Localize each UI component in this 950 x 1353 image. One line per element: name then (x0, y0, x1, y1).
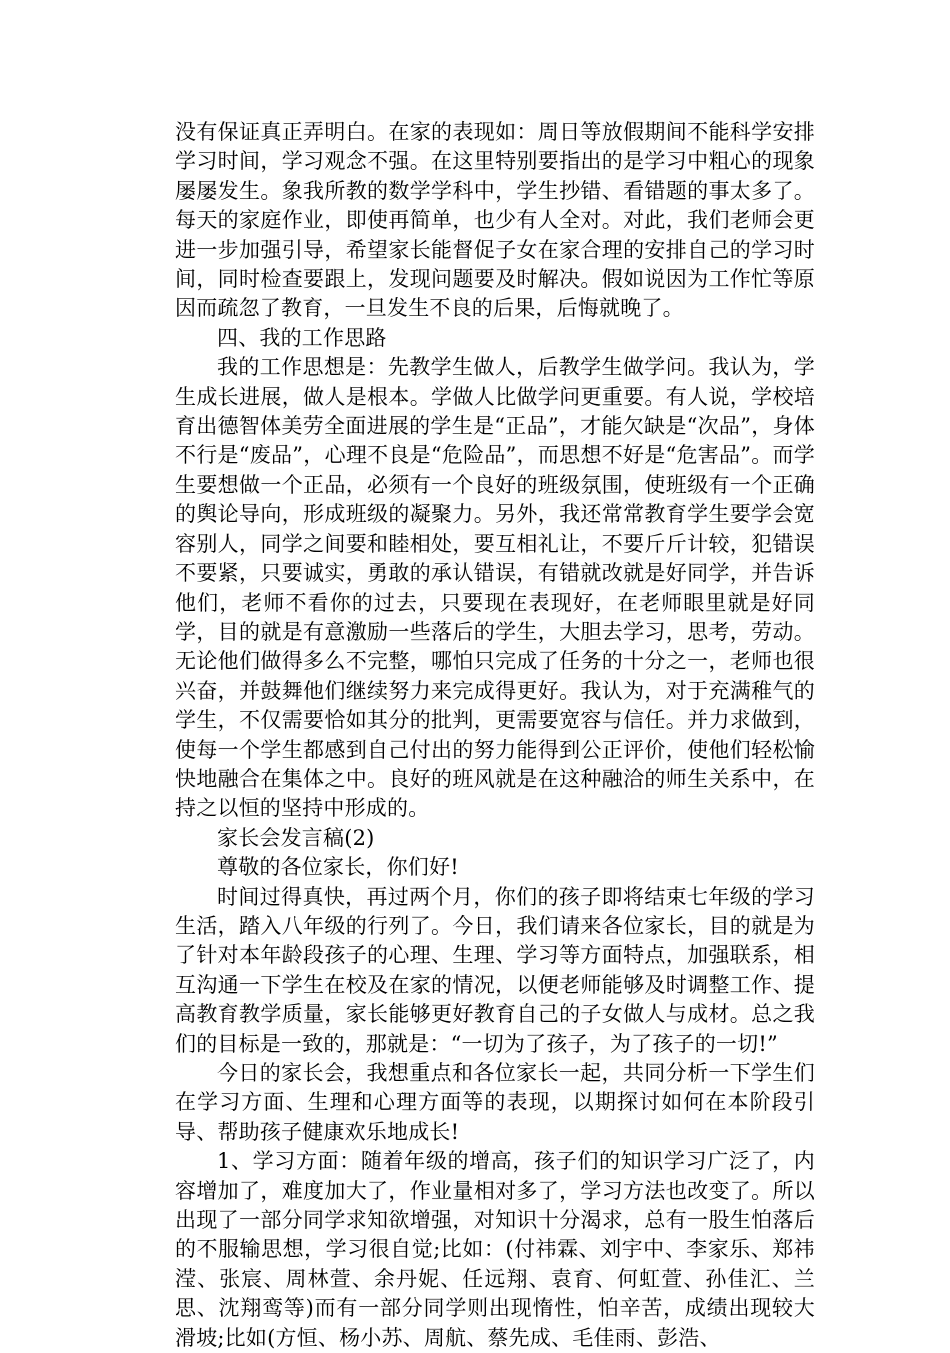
section-heading-work-approach: 四、我的工作思路 (217, 325, 387, 350)
paragraph-study-habits: 没有保证真正弄明白。在家的表现如：周日等放假期间不能科学安排学习时间，学习观念不强。在这里特别要指出的是学习中粗心的现象屡屡发生。象我所教的数学学科中，学生抄错、看错题的事太多了。每天的家庭作业，即使再简单，也少有人全对。对此，我们老师会更进一步加强引导，希望家长能督促子女在家合理的安排自己的学习时间，同时检查要跟上，发现问题要及时解决。假如说因为工作忙等原因而疏忽了教育，一旦发生不良的后果，后悔就晚了。 (175, 120, 815, 321)
paragraph-introduction: 时间过得真快，再过两个月，你们的孩子即将结束七年级的学习生活，踏入八年级的行列了。今日，我们请来各位家长，目的就是为了针对本年龄段孩子的心理、生理、学习等方面特点，加强联系，相互沟通一下学生在校及在家的情况，以便老师能够及时调整工作、提高教育教学质量，家长能够更好教育自己的子女做人与成材。总之我们的目标是一致的，那就是：“一切为了孩子，为了孩子的一切!” (175, 884, 815, 1056)
paragraph-meeting-purpose: 今日的家长会，我想重点和各位家长一起，共同分析一下学生们在学习方面、生理和心理方面等的表现，以期探讨如何在本阶段引导、帮助孩子健康欢乐地成长! (175, 1061, 815, 1144)
paragraph-greeting: 尊敬的各位家长，你们好! (217, 855, 459, 880)
document-title-speech-2: 家长会发言稿(2) (217, 825, 375, 850)
paragraph-work-philosophy: 我的工作思想是：先教学生做人，后教学生做学问。我认为，学生成长进展，做人是根本。学做人比做学问更重要。有人说，学校培育出德智体美劳全面进展的学生是“正品”，才能欠缺是“次品”，身体不行是“废品”，心理不良是“危险品”，而思想不好是“危害品”。而学生要想做一个正品，必须有一个良好的班级氛围，使班级有一个正确的舆论导向，形成班级的凝聚力。另外，我还常常教育学生要学会宽容别人，同学之间要和睦相处，要互相礼让，不要斤斤计较，犯错误不要紧，只要诚实，勇敢的承认错误，有错就改就是好同学，并告诉他们，老师不看你的过去，只要现在表现好，在老师眼里就是好同学，目的就是有意激励一些落后的学生，大胆去学习，思考，劳动。无论他们做得多么不完整，哪怕只完成了任务的十分之一，老师也很兴奋，并鼓舞他们继续努力来完成得更好。我认为，对于充满稚气的学生，不仅需要恰如其分的批判，更需要宽容与信任。并力求做到，使每一个学生都感到自己付出的努力能得到公正评价，使他们轻松愉快地融合在集体之中。良好的班风就是在这种融洽的师生关系中，在持之以恒的坚持中形成的。 (175, 355, 815, 821)
paragraph-study-aspect: 1、学习方面：随着年级的增高，孩子们的知识学习广泛了，内容增加了，难度加大了，作业量相对多了，学习方法也改变了。所以出现了一部分同学求知欲增强，对知识十分渴求，总有一股生怕落后的不服输思想，学习很自觉;比如：(付祎霖、刘宇中、李家乐、郑祎滢、张宸、周林萱、余丹妮、任远翔、袁育、何虹萱、孙佳汇、兰思、沈翔鸾等)而有一部分同学则出现惰性，怕辛苦，成绩出现较大滑坡;比如(方恒、杨小苏、周航、蔡先成、毛佳雨、彭浩、 (175, 1149, 815, 1350)
document-page (175, 118, 815, 1353)
